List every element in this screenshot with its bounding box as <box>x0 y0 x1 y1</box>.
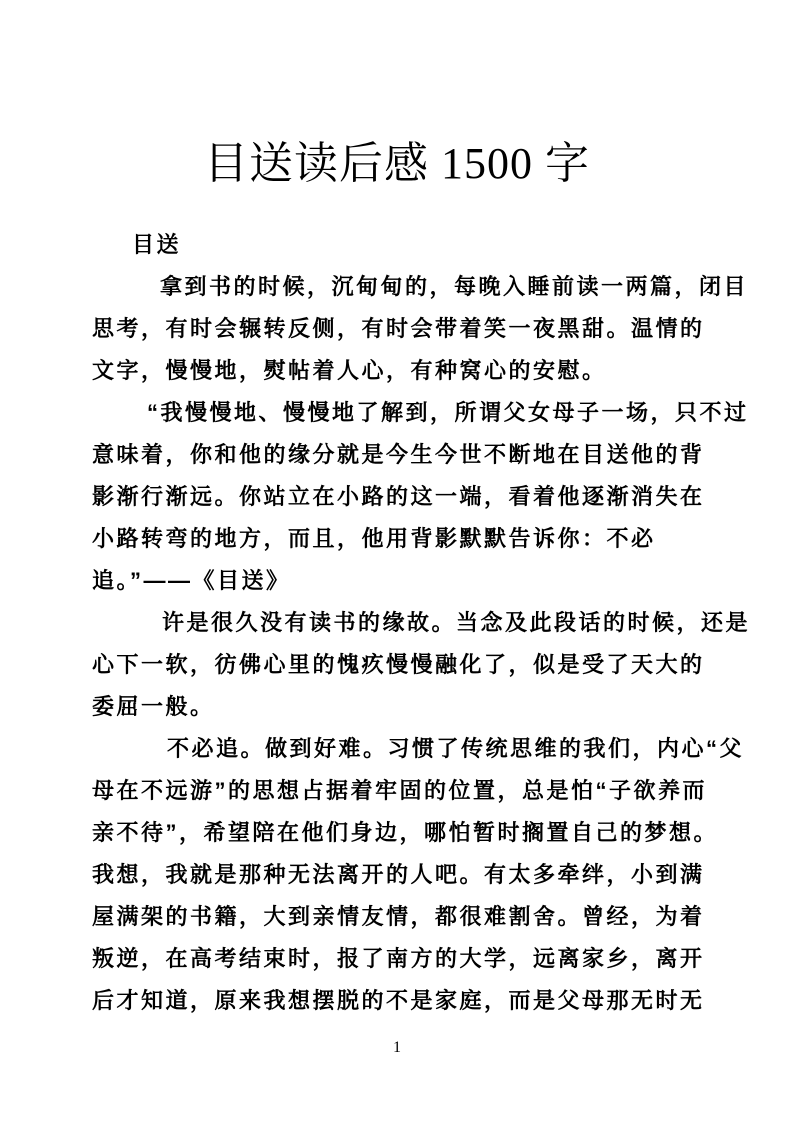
paragraph-4 <box>92 728 745 1022</box>
text-line: 意味着，你和他的缘分就是今生今世不断地在目送他的背 <box>92 442 705 467</box>
paragraph-1 <box>92 266 749 392</box>
text-line: 追。”——《目送》 <box>92 568 291 593</box>
text-line: 影渐行渐远。你站立在小路的这一端，看着他逐渐消失在 <box>92 484 705 509</box>
text-line: 拿到书的时候，沉甸甸的，每晚入睡前读一两篇，闭目 <box>160 274 749 299</box>
page-number: 1 <box>393 1039 401 1056</box>
paragraph-2-quote <box>92 392 749 602</box>
document-body <box>92 224 751 1022</box>
text-line: 屋满架的书籍，大到亲情友情，都很难割舍。曾经，为着 <box>92 904 705 929</box>
text-line: 许是很久没有读书的缘故。当念及此段话的时候，还是 <box>162 610 751 635</box>
text-line: 我想，我就是那种无法离开的人吧。有太多牵绊，小到满 <box>92 862 705 887</box>
text-line: “我慢慢地、慢慢地了解到，所谓父女母子一场，只不过 <box>147 400 749 425</box>
book-title-heading <box>92 224 716 266</box>
text-line: 不必追。做到好难。习惯了传统思维的我们，内心“父 <box>167 736 745 761</box>
document-title: 目送读后感 1500 字 <box>204 139 590 188</box>
text-line: 小路转弯的地方，而且，他用背影默默告诉你：不必 <box>92 526 656 551</box>
paragraph-3 <box>92 602 751 728</box>
text-line: 叛逆，在高考结束时，报了南方的大学，远离家乡，离开 <box>92 946 705 971</box>
text-line: 母在不远游”的思想占据着牢固的位置，总是怕“子欲养而 <box>92 778 708 803</box>
text-line: 后才知道，原来我想摆脱的不是家庭，而是父母那无时无 <box>92 988 705 1013</box>
text-line: 思考，有时会辗转反侧，有时会带着笑一夜黑甜。温情的 <box>92 316 705 341</box>
text-line: 亲不待”，希望陪在他们身边，哪怕暂时搁置自己的梦想。 <box>92 820 719 845</box>
text-line: 文字，慢慢地，熨帖着人心，有种窝心的安慰。 <box>92 358 607 383</box>
text-line: 目送 <box>132 232 182 257</box>
text-line: 心下一软，彷佛心里的愧疚慢慢融化了，似是受了天大的 <box>92 652 705 677</box>
text-line: 委屈一般。 <box>92 694 215 719</box>
